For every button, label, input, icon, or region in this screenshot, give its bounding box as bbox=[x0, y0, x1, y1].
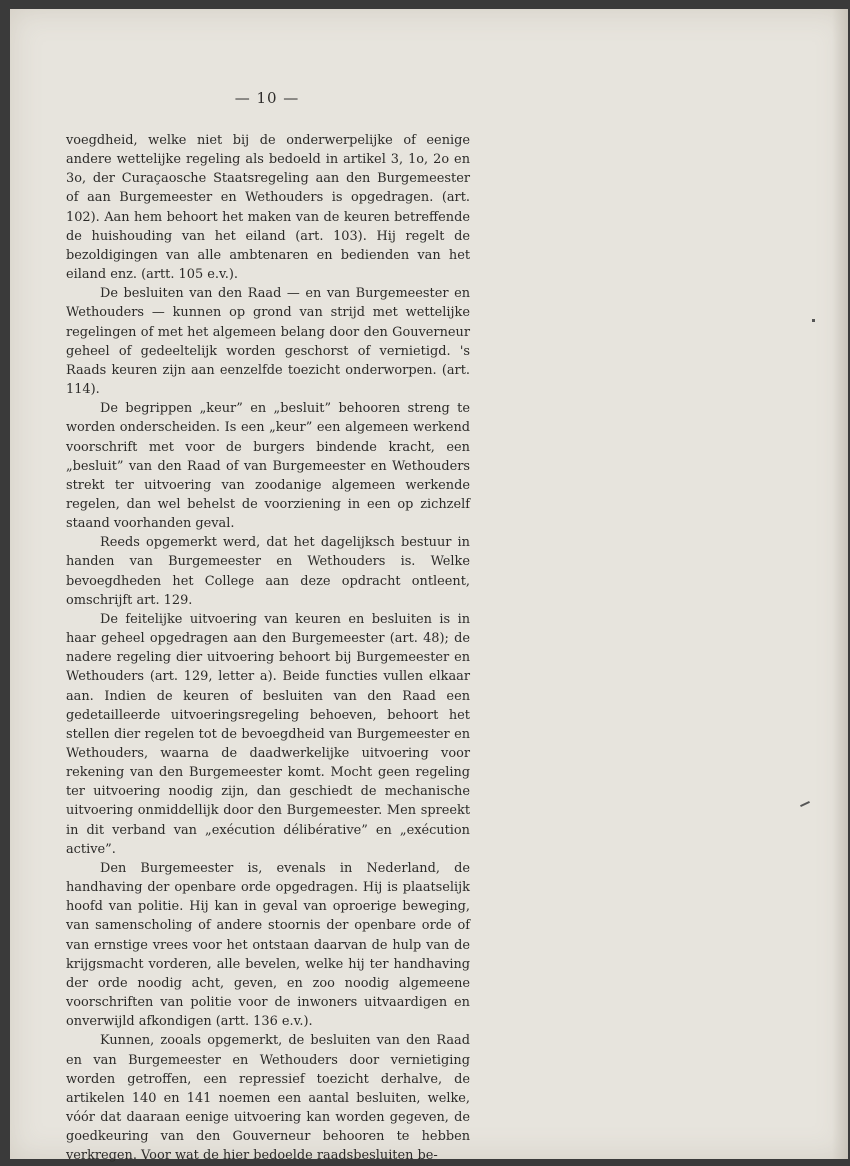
paragraph-2: De besluiten van den Raad — en van Burgemeester en Wethouders — kunnen op grond van strijd met wettelijke regelingen of met het algemeen belang door den Gouverneur geheel of gedeeltelijk worden geschorst of vernietigd. 's Raads keuren zijn aan eenzelfde toezicht onderworpen. (art. 114). bbox=[66, 286, 470, 398]
body-text bbox=[66, 131, 470, 1165]
paragraph-5: De feitelijke uitvoering van keuren en besluiten is in haar geheel opgedragen aan den Burgemeester (art. 48); de nadere regeling dier uitvoering behoort bij Burgemeester en Wethouders (art. 129, letter a). Beide functies vullen elkaar aan. Indien de keuren of besluiten van den Raad een gedetailleerde uitvoeringsregeling behoeven, behoort het stellen dier regelen tot de bevoegdheid van Burgemeester en Wethouders, waarna de daadwerkelijke uitvoering voor rekening van den Burgemeester komt. Mocht geen regeling ter uitvoering noodig zijn, dan geschiedt de mechanische uitvoering onmiddellijk door den Burgemeester. Men spreekt in dit verband van „exécution délibérative” en „exécution active”. bbox=[66, 611, 470, 857]
paragraph-4: Reeds opgemerkt werd, dat het dagelijksch bestuur in handen van Burgemeester en Wethouders is. Welke bevoegdheden het College aan deze opdracht ontleent, omschrijft art. 129. bbox=[66, 535, 470, 608]
scan-speck bbox=[800, 801, 810, 807]
page-number: — 10 — bbox=[234, 89, 300, 107]
scanned-page bbox=[10, 9, 848, 1164]
paragraph-1: voegdheid, welke niet bij de onderwerpelijke of eenige andere wettelijke regeling als bedoeld in artikel 3, 1o, 2o en 3o, der Curaçaosche Staatsregeling aan den Burgemeester of aan Burgemeester en Wethouders is opgedragen. (art. 102). Aan hem behoort het maken van de keuren betreffende de huishouding van het eiland (art. 103). Hij regelt de bezoldigingen van alle ambtenaren en bedienden van het eiland enz. (artt. 105 e.v.). bbox=[66, 133, 470, 283]
paragraph-7: Kunnen, zooals opgemerkt, de besluiten van den Raad en van Burgemeester en Wethouders door vernietiging worden getroffen, een repressief toezicht derhalve, de artikelen 140 en 141 noemen een aantal besluiten, welke, vóór dat daaraan eenige uitvoering kan worden gegeven, de goedkeuring van den Gouverneur behooren te hebben verkregen. Voor wat de hier bedoelde raadsbesluiten be- bbox=[66, 1033, 470, 1164]
paragraph-3: De begrippen „keur” en „besluit” behooren streng te worden onderscheiden. Is een „keur” een algemeen werkend voorschrift met voor de burgers bindende kracht, een „besluit” van den Raad of van Burgemeester en Wethouders strekt ter uitvoering van zoodanige algemeen werkende regelen, dan wel behelst de voorziening in een op zichzelf staand voorhanden geval. bbox=[66, 401, 470, 532]
page-edge-shadow bbox=[832, 9, 848, 1159]
paragraph-6: Den Burgemeester is, evenals in Nederland, de handhaving der openbare orde opgedragen. Hij is plaatselijk hoofd van politie. Hij kan in geval van oproerige beweging, van samenscholing of andere stoornis der openbare orde of van ernstige vrees voor het ontstaan daarvan de hulp van de krijgsmacht vorderen, alle bevelen, welke hij ter handhaving der orde noodig acht, geven, en zoo noodig algemeene voorschriften van politie voor de inwoners uitvaardigen en onverwijld afkondigen (artt. 136 e.v.). bbox=[66, 860, 470, 1030]
scan-speck bbox=[812, 319, 815, 322]
